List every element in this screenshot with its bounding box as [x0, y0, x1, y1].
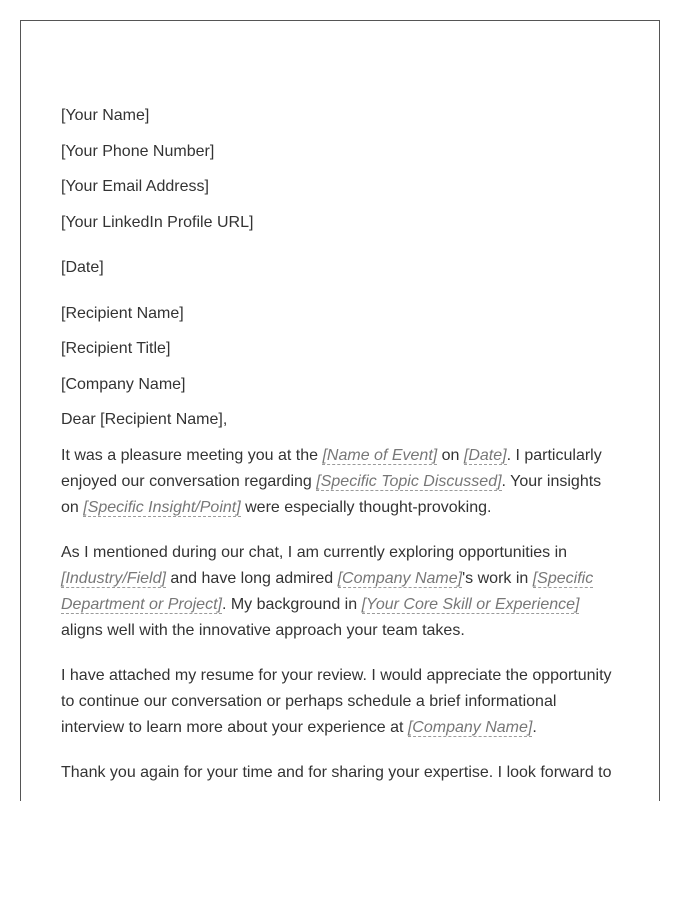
placeholder-insight: [Specific Insight/Point] [83, 498, 241, 516]
recipient-title: [Recipient Title] [61, 340, 171, 357]
paragraph-text: As I mentioned during our chat, I am currently exploring opportunities in [61, 543, 568, 561]
paragraph-text: . [532, 718, 537, 736]
placeholder-date: [Date] [463, 446, 507, 464]
placeholder-core-skill: [Your Core Skill or Experience] [361, 595, 580, 613]
sender-phone: [Your Phone Number] [61, 142, 215, 160]
paragraph-text: . Your insights on [61, 472, 602, 516]
paragraph-text: It was a pleasure meeting you at the [61, 446, 323, 464]
sender-linkedin: [Your LinkedIn Profile URL] [61, 213, 254, 231]
paragraph-2 [61, 540, 621, 644]
placeholder-event-name: [Name of Event] [322, 446, 438, 464]
paragraph-text: . I particularly enjoyed our conversation regarding [61, 446, 602, 490]
placeholder-department: [Specific Department or Project] [61, 569, 594, 613]
paragraph-text: on [437, 446, 464, 464]
recipient-company: [Company Name] [61, 375, 186, 393]
placeholder-topic: [Specific Topic Discussed] [316, 472, 502, 490]
sender-email: [Your Email Address] [61, 178, 209, 195]
placeholder-company-name: [Company Name] [407, 718, 533, 736]
sender-name: [Your Name] [61, 107, 150, 124]
letter-page [20, 20, 660, 801]
paragraph-text: were especially thought-provoking. [240, 498, 492, 516]
placeholder-company-name: [Company Name] [337, 569, 463, 587]
recipient-name: [Recipient Name] [61, 304, 184, 322]
paragraph-text: aligns well with the innovative approach your team takes. [61, 621, 465, 639]
paragraph-text: I have attached my resume for your review. I would appreciate the opportunity to continue our conversation or perhaps schedule a brief informational interview to learn more about your experience at [61, 666, 612, 736]
salutation: Dear [Recipient Name], [61, 411, 228, 428]
paragraph-1 [61, 443, 621, 521]
paragraph-text: 's work in [462, 569, 533, 587]
letter-body [61, 103, 621, 801]
paragraph-text: Thank you again for your time and for sharing your expertise. I look forward to [61, 763, 612, 781]
placeholder-industry: [Industry/Field] [61, 569, 166, 587]
letter-date: [Date] [61, 258, 104, 276]
paragraph-3 [61, 663, 621, 741]
paragraph-4 [61, 760, 621, 786]
paragraph-text: and have long admired [165, 569, 338, 587]
paragraph-text: . My background in [221, 595, 362, 613]
